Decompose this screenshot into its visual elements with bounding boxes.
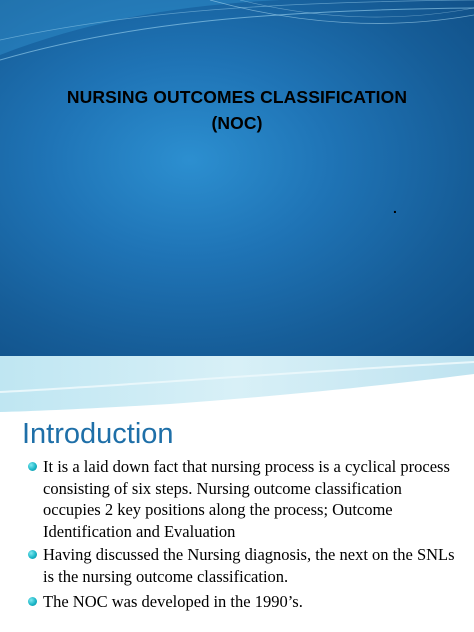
bullet-icon [28, 597, 37, 606]
stray-dot: . [393, 200, 397, 216]
list-item [28, 544, 458, 587]
content-slide [0, 356, 474, 632]
bullet-text: The NOC was developed in the 1990’s. [43, 592, 303, 611]
bullet-icon [28, 550, 37, 559]
list-item [28, 591, 458, 613]
bullet-icon [28, 462, 37, 471]
slide-heading: Introduction [22, 418, 174, 450]
title-line-1: NURSING OUTCOMES CLASSIFICATION [66, 87, 408, 107]
slide-title [30, 84, 444, 136]
list-item [28, 456, 458, 542]
bullet-text: It is a laid down fact that nursing process is a cyclical process consisting of six steps. Nursing outcome classification occupies 2 key positions along the process; Outcome Identification and Evaluation [43, 457, 450, 541]
title-line-2: (NOC) [211, 113, 263, 133]
decorative-wave [0, 356, 474, 416]
bullet-text: Having discussed the Nursing diagnosis, the next on the SNLs is the nursing outcome classification. [43, 545, 455, 586]
